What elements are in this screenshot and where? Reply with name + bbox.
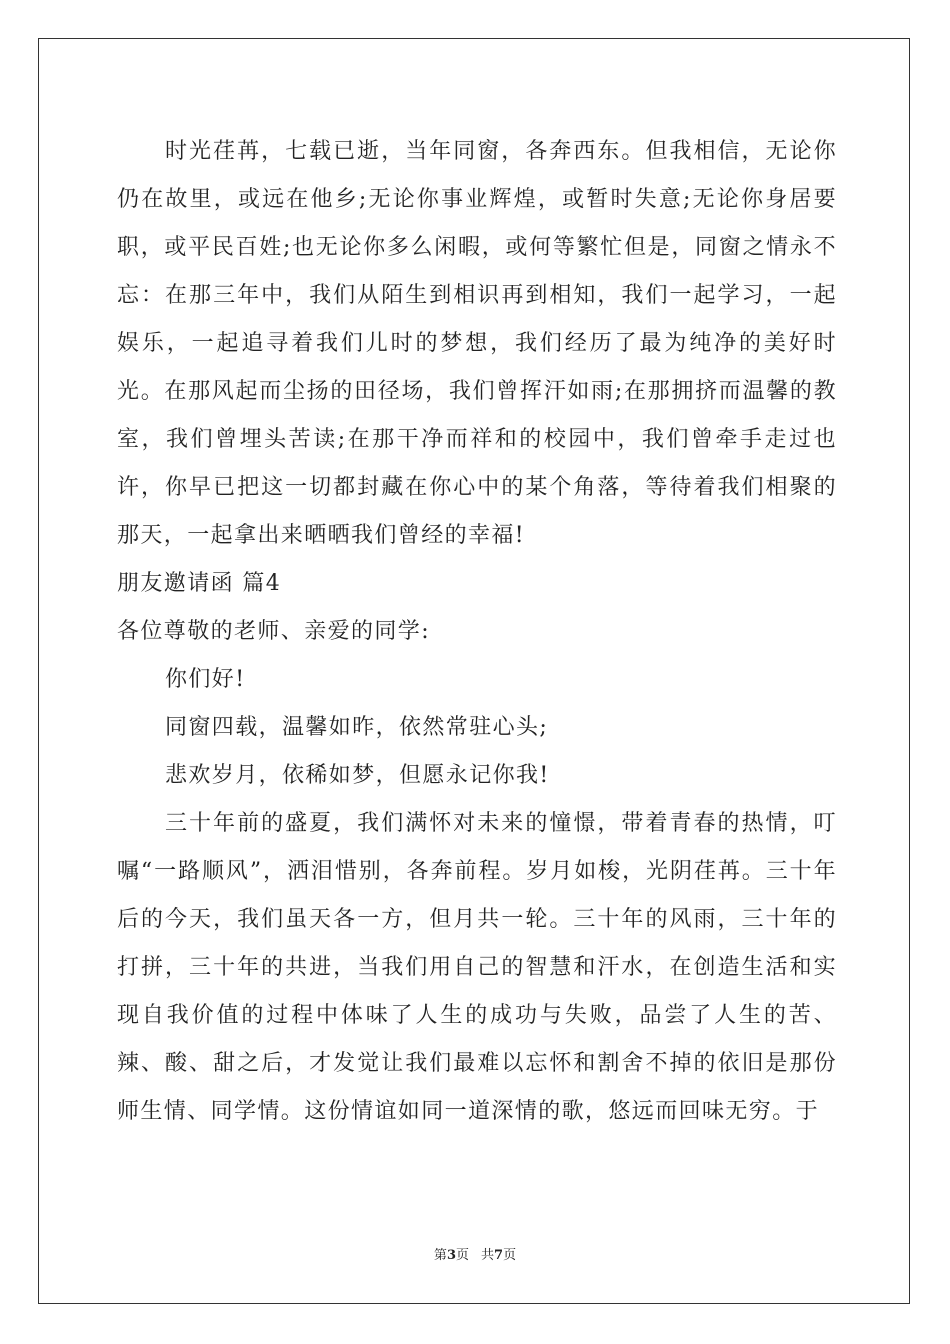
verse-line-1: 同窗四载，温馨如昨，依然常驻心头; (165, 715, 549, 740)
total-pages: 7 (494, 1248, 504, 1263)
greeting: 你们好! (165, 667, 246, 692)
total-suffix: 页 (503, 1248, 517, 1263)
page-number: 3 (446, 1248, 456, 1263)
salutation: 各位尊敬的老师、亲爱的同学: (117, 619, 431, 644)
total-prefix: 共 (481, 1248, 495, 1263)
verse-line-2: 悲欢岁月，依稀如梦，但愿永记你我! (165, 763, 550, 788)
paragraph-reunion-memories: 时光荏苒，七载已逝，当年同窗，各奔西东。但我相信，无论你仍在故里，或远在他乡;无论你事业辉煌，或暂时失意;无论你身居要职，或平民百姓;也无论你多么闲暇，或何等繁忙但是，同窗之情永不忘：在那三年中，我们从陌生到相识再到相知，我们一起学习，一起娱乐，一起追寻着我们儿时的梦想，我们经历了最为纯净的美好时光。在那风起而尘扬的田径场，我们曾挥汗如雨;在那拥挤而温馨的教室，我们曾埋头苦读;在那干净而祥和的校园中，我们曾牵手走过也许，你早已把这一切都封藏在你心中的某个角落，等待着我们相聚的那天，一起拿出来晒晒我们曾经的幸福! (117, 139, 837, 548)
page-suffix: 页 (455, 1248, 469, 1263)
page-footer (0, 1246, 950, 1266)
section-heading: 朋友邀请函 篇4 (117, 571, 282, 596)
paragraph-thirty-years: 三十年前的盛夏，我们满怀对未来的憧憬，带着青春的热情，叮嘱“一路顺风”，洒泪惜别，各奔前程。岁月如梭，光阴荏苒。三十年后的今天，我们虽天各一方，但月共一轮。三十年的风雨，三十年的打拼，三十年的共进，当我们用自己的智慧和汗水，在创造生活和实现自我价值的过程中体味了人生的成功与失败，品尝了人生的苦、辣、酸、甜之后，才发觉让我们最难以忘怀和割舍不掉的依旧是那份师生情、同学情。这份情谊如同一道深情的歌，悠远而回味无穷。于 (117, 811, 837, 1124)
page-prefix: 第 (433, 1248, 447, 1263)
document-body (117, 128, 837, 1136)
